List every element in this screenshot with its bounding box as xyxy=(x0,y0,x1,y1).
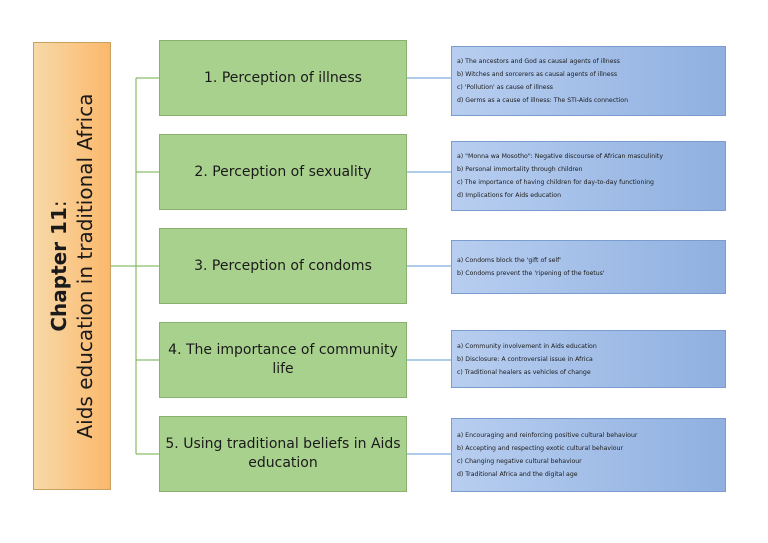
detail-item: b) Condoms prevent the 'ripening of the foetus' xyxy=(457,270,605,277)
detail-item: a) Community involvement in Aids education xyxy=(457,342,597,350)
topic-box-3: 3. Perception of condoms xyxy=(159,228,407,304)
detail-box-1 xyxy=(451,46,726,116)
topic-box-5: 5. Using traditional beliefs in Aids education xyxy=(159,416,407,492)
detail-item: c) 'Pollution' as cause of illness xyxy=(457,84,554,91)
detail-item: d) Germs as a cause of illness: The STI-Aids connection xyxy=(457,97,628,104)
detail-item: b) Personal immortality through children xyxy=(457,166,583,173)
detail-item: c) Traditional healers as vehicles of change xyxy=(457,368,591,376)
topic-box-1: 1. Perception of illness xyxy=(159,40,407,116)
detail-item: b) Disclosure: A controversial issue in Africa xyxy=(457,355,593,363)
detail-box-4 xyxy=(451,330,726,388)
detail-item: c) Changing negative cultural behaviour xyxy=(457,458,582,465)
detail-box-5 xyxy=(451,418,726,492)
topic-box-2: 2. Perception of sexuality xyxy=(159,134,407,210)
detail-item: b) Witches and sorcerers as causal agents of illness xyxy=(457,71,618,78)
detail-item: d) Traditional Africa and the digital age xyxy=(457,471,578,478)
chapter-subtitle: Aids education in traditional Africa xyxy=(73,93,97,439)
detail-box-2 xyxy=(451,141,726,211)
detail-item: d) Implications for Aids education xyxy=(457,192,562,199)
detail-item: c) The importance of having children for day-to-day functioning xyxy=(457,179,654,186)
detail-item: a) "Monna wa Mosotho": Negative discourse of African masculinity xyxy=(457,153,663,160)
chapter-title: Chapter 11: xyxy=(47,200,71,332)
detail-item: a) Condoms block the 'gift of self' xyxy=(457,257,562,264)
detail-item: a) Encouraging and reinforcing positive cultural behaviour xyxy=(457,432,638,439)
detail-item: b) Accepting and respecting exotic cultural behaviour xyxy=(457,445,624,452)
detail-box-3 xyxy=(451,240,726,294)
detail-item: a) The ancestors and God as causal agents of illness xyxy=(457,58,620,65)
topic-box-4: 4. The importance of community life xyxy=(159,322,407,398)
